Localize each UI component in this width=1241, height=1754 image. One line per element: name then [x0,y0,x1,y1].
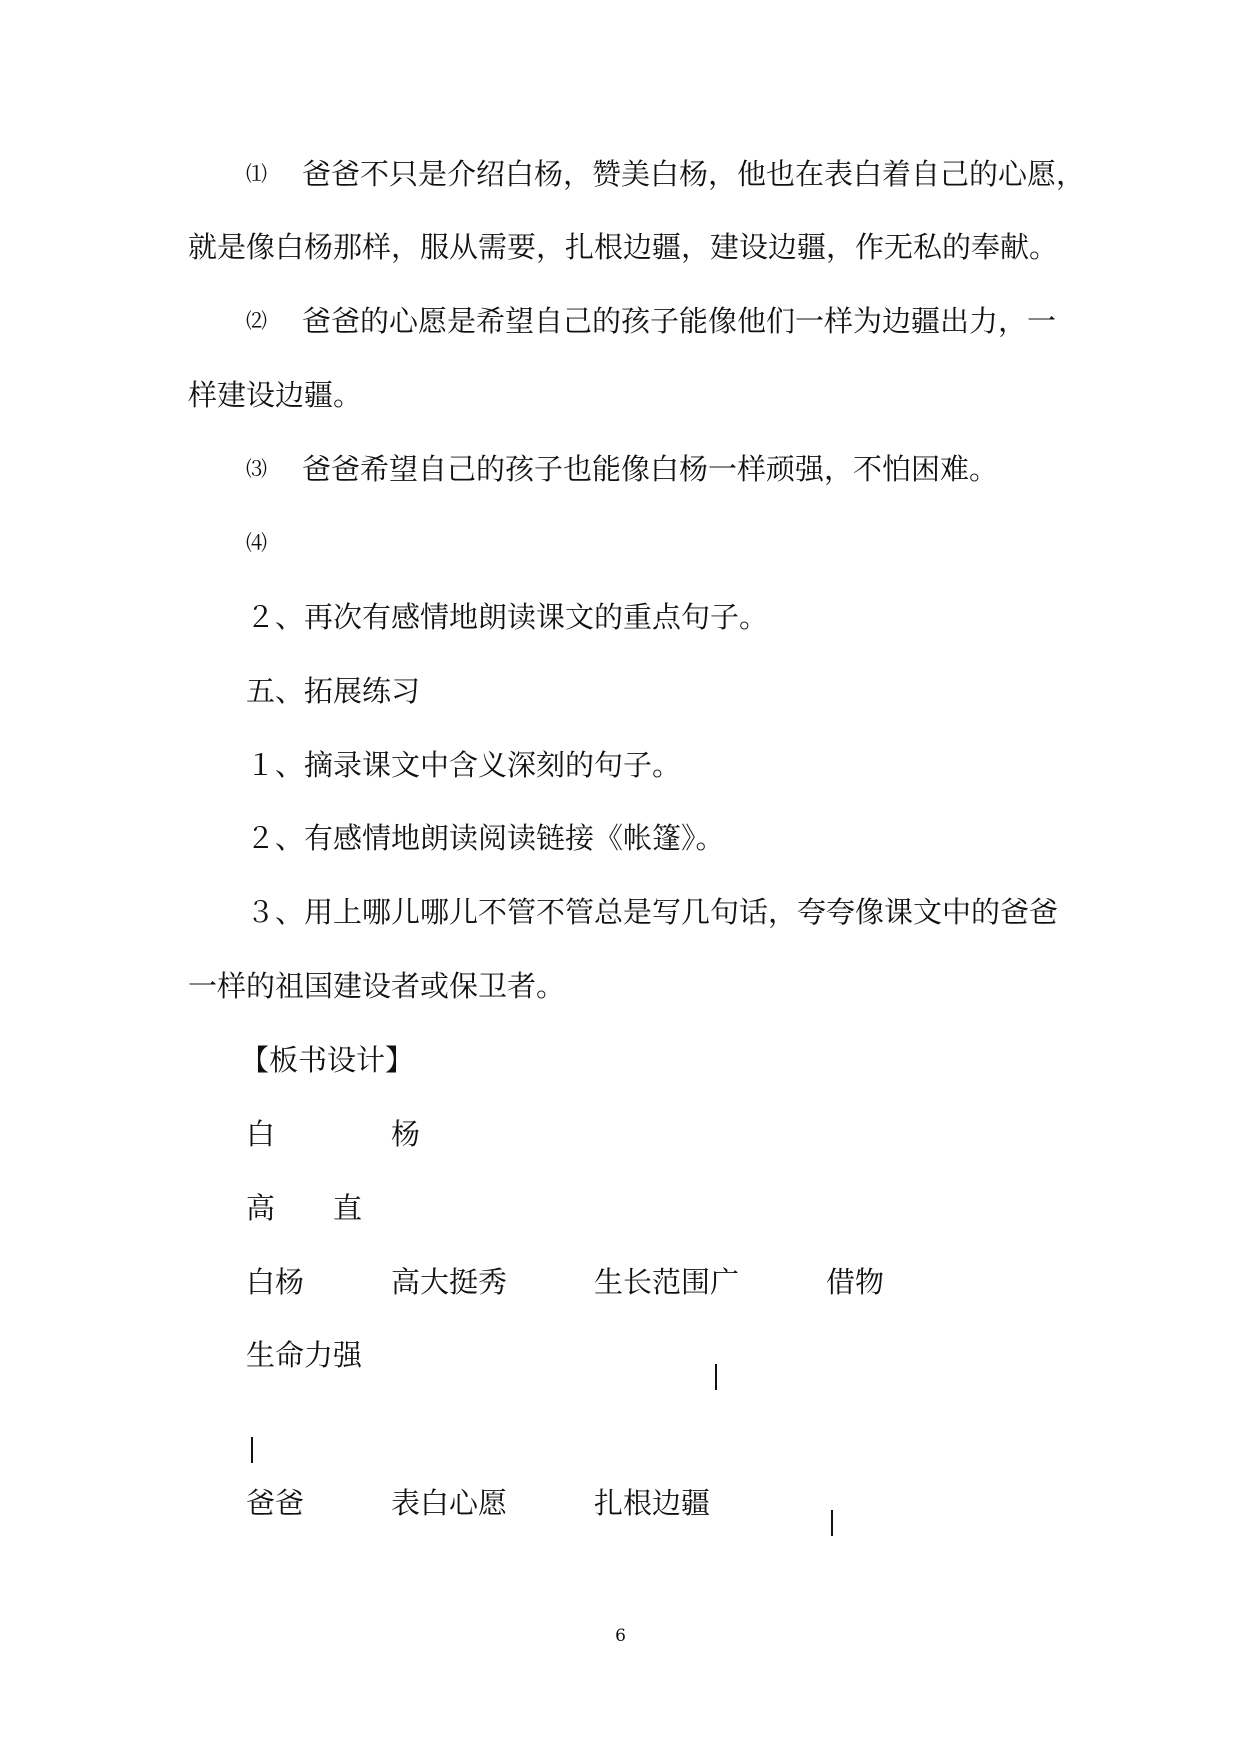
board-connector-line [831,1510,833,1536]
exercise-3-line-1: ３、用上哪儿哪儿不管不管总是写几句话，夸夸像课文中的爸爸 [246,895,1059,929]
board-row2-col1: 高 [246,1191,276,1225]
board-row3-col4: 借物 [826,1265,885,1299]
list-number-2: ⑵ [246,309,267,333]
board-row1-col2: 杨 [391,1117,421,1151]
list-number-1: ⑴ [246,162,267,186]
board-row3-col2: 高大挺秀 [391,1265,508,1299]
paragraph-2-line-1: 爸爸的心愿是希望自己的孩子能像他们一样为边疆出力，一 [302,304,1057,338]
reread-item: ２、再次有感情地朗读课文的重点句子。 [246,600,769,634]
exercise-2: ２、有感情地朗读阅读链接《帐篷》。 [246,821,725,855]
board-connector-line [715,1364,717,1390]
paragraph-3-line-1: 爸爸希望自己的孩子也能像白杨一样顽强，不怕困难。 [302,452,999,486]
page-number: 6 [615,1626,626,1646]
exercise-3-line-2: 一样的祖国建设者或保卫者。 [188,969,566,1003]
list-number-4: ⑷ [246,531,267,555]
board-row1-col1: 白 [246,1117,276,1151]
paragraph-2-line-2: 样建设边疆。 [188,378,363,412]
board-row6-col3: 扎根边疆 [594,1486,711,1520]
board-row6-col1: 爸爸 [246,1486,305,1520]
paragraph-1-line-2: 就是像白杨那样，服从需要，扎根边疆，建设边疆，作无私的奉献。 [188,230,1059,264]
exercise-1: １、摘录课文中含义深刻的句子。 [246,748,682,782]
board-row2-col2: 直 [333,1191,363,1225]
board-design-title: 【板书设计】 [240,1043,415,1077]
board-row3-col1: 白杨 [246,1265,305,1299]
board-connector-line [251,1437,253,1463]
board-row4-col1: 生命力强 [246,1338,363,1372]
section-heading-extension: 五、拓展练习 [246,674,421,708]
board-row3-col3: 生长范围广 [594,1265,740,1299]
board-row6-col2: 表白心愿 [391,1486,508,1520]
list-number-3: ⑶ [246,457,267,481]
paragraph-1-line-1: 爸爸不只是介绍白杨，赞美白杨，他也在表白着自己的心愿， [302,157,1086,191]
